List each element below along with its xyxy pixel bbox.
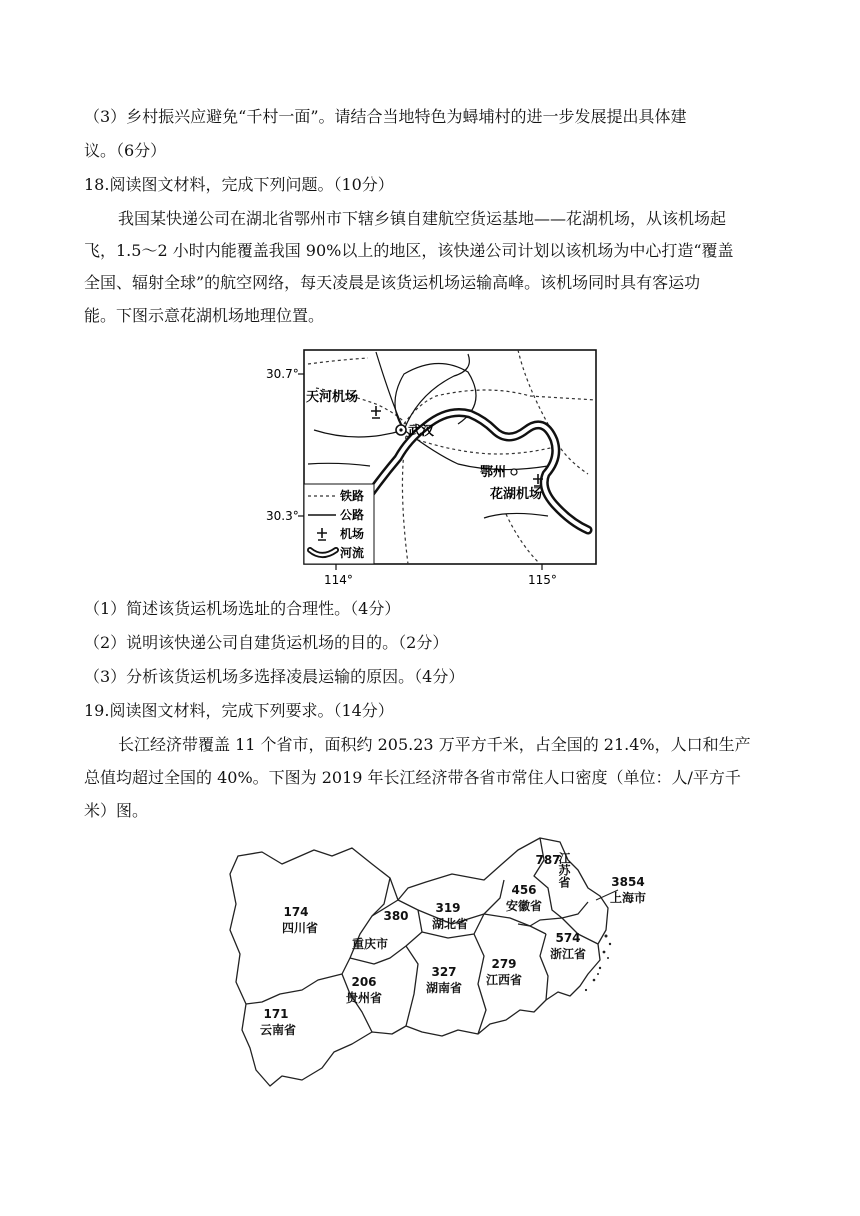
jiangsu-name	[557, 851, 571, 889]
map-legend	[304, 484, 374, 564]
tianhe-airport-label: 天河机场	[306, 390, 359, 405]
jiangxi-name: 江西省	[485, 973, 523, 987]
hunan-value: 327	[431, 965, 457, 979]
q18-para-line1: 我国某快递公司在湖北省鄂州市下辖乡镇自建航空货运基地——花湖机场，从该机场起	[118, 209, 727, 228]
legend-airport: 机场	[340, 527, 365, 541]
sichuan-name: 四川省	[281, 921, 319, 935]
q18-para-line3: 全国、辐射全球”的航空网络，每天凌晨是该货运机场运输高峰。该机场同时具有客运功	[84, 273, 701, 292]
q17-3-line2: 议。（6分）	[84, 141, 167, 160]
jiangxi-zhejiang-border	[540, 934, 548, 1000]
q18-title: 18.阅读图文材料，完成下列问题。（10分）	[84, 175, 394, 194]
q19-para-line1: 长江经济带覆盖 11 个省市，面积约 205.23 万平方千米，占全国的 21.4%，人口和生产	[118, 735, 751, 754]
belt-outer-boundary	[230, 838, 608, 1086]
anhui-value: 456	[511, 883, 537, 897]
q19-para-line3: 米）图。	[84, 801, 149, 820]
q18-para-line2: 飞，1.5～2 小时内能覆盖我国 90%以上的地区，该快递公司计划以该机场为中心打造“覆盖	[84, 241, 734, 260]
huahu-airport-label: 花湖机场	[490, 487, 543, 502]
lon-left-label: 114°	[324, 573, 353, 587]
yangtze-population-density-map	[222, 834, 654, 1090]
lon-right-label: 115°	[528, 573, 557, 587]
q17-3-line1: （3）乡村振兴应避免“千村一面”。请结合当地特色为蟳埔村的进一步发展提出具体建	[84, 107, 687, 126]
q19-title: 19.阅读图文材料，完成下列要求。（14分）	[84, 701, 394, 720]
ezhou-city-marker	[511, 469, 517, 475]
shanghai-name: 上海市	[609, 891, 647, 905]
hunan-jiangxi-border	[474, 934, 486, 1034]
lat-top-label: 30.7°	[266, 367, 299, 381]
q18-sub2: （2）说明该快递公司自建货运机场的目的。（2分）	[84, 633, 449, 652]
hunan-name: 湖南省	[425, 981, 463, 995]
guizhou-hunan-border	[406, 946, 418, 1026]
yunnan-value: 171	[263, 1007, 289, 1021]
lat-bottom-label: 30.3°	[266, 509, 299, 523]
chongqing-value: 380	[383, 909, 409, 923]
sichuan-value: 174	[283, 905, 309, 919]
svg-text:江苏省: 江苏省	[557, 852, 571, 888]
shanghai-value: 3854	[611, 875, 645, 889]
zhejiang-name: 浙江省	[549, 947, 587, 961]
chongqing-name: 重庆市	[351, 937, 389, 951]
hubei-name: 湖北省	[431, 917, 469, 931]
q18-sub1: （1）简述该货运机场选址的合理性。（4分）	[84, 599, 401, 618]
jiangxi-value: 279	[491, 957, 517, 971]
yunnan-name: 云南省	[259, 1023, 297, 1037]
legend-road: 公路	[340, 508, 365, 522]
zhejiang-value: 574	[555, 931, 581, 945]
q18-para-line4: 能。下图示意花湖机场地理位置。	[84, 306, 325, 325]
guizhou-value: 206	[351, 975, 377, 989]
hubei-value: 319	[435, 901, 461, 915]
jiangsu-value: 787	[535, 853, 561, 867]
legend-railway: 铁路	[340, 489, 365, 503]
guizhou-name: 贵州省	[345, 991, 383, 1005]
legend-river: 河流	[340, 546, 365, 560]
jiangxi-north-border	[484, 914, 546, 934]
wuhan-label: 武汉	[408, 424, 435, 439]
q18-sub3: （3）分析该货运机场多选择凌晨运输的原因。（4分）	[84, 667, 465, 686]
ezhou-label: 鄂州	[480, 465, 507, 480]
anhui-name: 安徽省	[505, 899, 543, 913]
huahu-airport-map	[258, 344, 603, 592]
q19-para-line2: 总值均超过全国的 40%。下图为 2019 年长江经济带各省市常住人口密度（单位：人/平方千	[84, 768, 741, 787]
